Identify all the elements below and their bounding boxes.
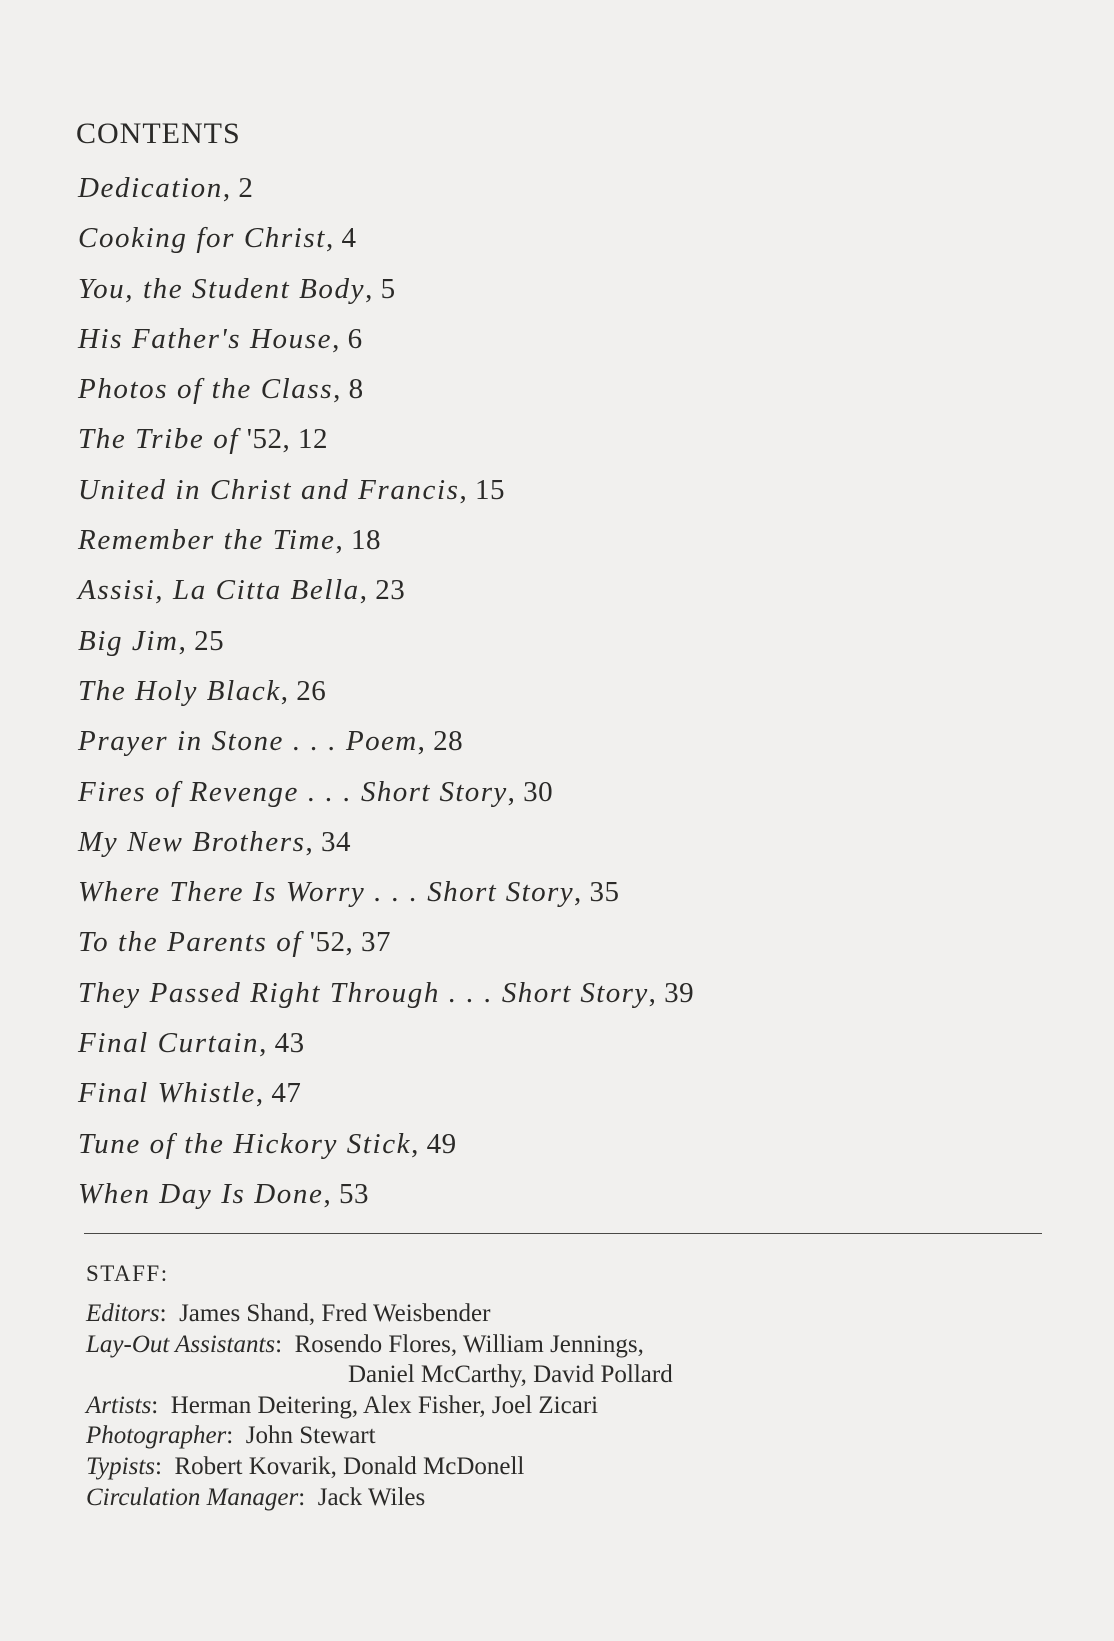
toc-title: To the Parents of <box>78 926 303 959</box>
staff-list <box>86 1299 673 1513</box>
toc-title: Prayer in Stone . . . <box>78 725 346 758</box>
toc-title: Final Whistle <box>78 1077 256 1110</box>
staff-separator: : <box>298 1483 318 1511</box>
toc-page: '52, 12 <box>239 423 328 456</box>
staff-role: Lay-Out Assistants <box>86 1330 276 1358</box>
toc-page: , 6 <box>332 322 363 355</box>
toc-page: , 39 <box>648 976 695 1009</box>
toc-entry <box>78 264 694 314</box>
toc-page: , 35 <box>574 876 620 909</box>
toc-entry <box>78 666 694 716</box>
staff-names: James Shand, Fred Weisbender <box>179 1300 491 1327</box>
toc-page: , 2 <box>222 172 254 204</box>
toc-entry <box>78 767 694 817</box>
toc-entry <box>78 364 694 414</box>
staff-names: Jack Wiles <box>317 1483 426 1511</box>
toc-entry <box>78 213 694 263</box>
toc-entry <box>78 1119 694 1169</box>
toc-entry <box>78 515 694 565</box>
toc-title: Assisi, La Citta Bella <box>78 574 360 607</box>
staff-heading: STAFF: <box>86 1261 169 1286</box>
toc-genre: Short Story <box>427 876 574 909</box>
toc-entry <box>78 616 694 666</box>
toc-title: Cooking for Christ <box>78 222 326 255</box>
toc-entry <box>78 1068 694 1118</box>
toc-genre: Poem <box>345 725 418 758</box>
staff-separator: : <box>159 1300 180 1327</box>
toc-title: They Passed Right Through . . . <box>78 976 502 1009</box>
toc-title: Photos of the Class <box>78 373 334 406</box>
toc-page: , 28 <box>417 725 464 758</box>
toc-page: , 8 <box>333 373 364 406</box>
toc-title: His Father's House <box>78 322 333 355</box>
toc-entry <box>78 1018 694 1068</box>
toc-page: , 43 <box>259 1027 305 1060</box>
toc-page: , 15 <box>459 473 506 506</box>
toc-title: The Holy Black <box>78 674 281 707</box>
toc-title: Fires of Revenge . . . <box>78 775 361 808</box>
staff-names: Herman Deitering, Alex Fisher, Joel Zicari <box>170 1391 599 1419</box>
toc-title: When Day Is Done <box>78 1177 324 1210</box>
toc-entry <box>78 1169 694 1219</box>
toc-page: '52, 37 <box>302 926 392 959</box>
staff-separator: : <box>226 1422 246 1450</box>
toc-entry <box>78 163 694 213</box>
toc-page: , 30 <box>507 775 554 808</box>
divider-rule <box>84 1233 1042 1234</box>
staff-role: Circulation Manager <box>86 1483 299 1511</box>
toc-entry <box>78 867 694 917</box>
toc-entry <box>78 565 694 615</box>
toc-title: Dedication <box>78 172 223 204</box>
staff-names: John Stewart <box>245 1422 376 1450</box>
staff-row <box>86 1483 673 1514</box>
toc-title: Big Jim <box>78 624 179 657</box>
toc-entry <box>78 465 694 515</box>
toc-page: , 5 <box>365 272 396 305</box>
toc-title: Tune of the Hickory Stick <box>78 1127 412 1160</box>
staff-separator: : <box>155 1452 175 1480</box>
toc-title: Final Curtain <box>78 1027 260 1060</box>
toc-page: , 18 <box>335 524 382 557</box>
staff-row <box>86 1452 673 1483</box>
table-of-contents <box>78 163 694 1219</box>
toc-page: , 47 <box>255 1077 302 1110</box>
toc-title: Where There Is Worry . . . <box>78 876 428 909</box>
toc-entry <box>78 414 694 464</box>
staff-separator: : <box>275 1330 295 1358</box>
toc-page: , 26 <box>280 674 327 707</box>
staff-names: Daniel McCarthy, David Pollard <box>348 1361 673 1389</box>
staff-names: Rosendo Flores, William Jennings, <box>294 1330 644 1358</box>
toc-entry <box>78 716 694 766</box>
toc-page: , 49 <box>411 1127 457 1160</box>
toc-entry <box>78 917 694 967</box>
staff-role: Artists <box>86 1391 152 1419</box>
toc-title: The Tribe of <box>78 423 239 456</box>
staff-names: Robert Kovarik, Donald McDonell <box>174 1452 525 1480</box>
toc-page: , 4 <box>325 222 357 255</box>
toc-title: United in Christ and Francis <box>78 473 460 506</box>
staff-row <box>86 1299 673 1330</box>
staff-row <box>86 1391 673 1422</box>
contents-heading: CONTENTS <box>76 117 241 150</box>
toc-page: , 25 <box>178 624 225 657</box>
toc-entry <box>78 817 694 867</box>
staff-row <box>86 1330 673 1361</box>
staff-row <box>86 1421 673 1452</box>
toc-genre: Short Story <box>360 775 508 808</box>
toc-page: , 34 <box>305 825 352 858</box>
toc-entry <box>78 314 694 364</box>
staff-separator: : <box>151 1391 171 1419</box>
staff-role: Typists <box>86 1452 155 1480</box>
toc-title: You, the Student Body <box>78 272 366 305</box>
staff-role: Photographer <box>86 1422 227 1450</box>
staff-role: Editors <box>86 1300 160 1327</box>
toc-genre: Short Story <box>501 976 649 1009</box>
staff-row-continued <box>86 1360 673 1391</box>
toc-title: My New Brothers <box>78 825 306 858</box>
toc-page: , 23 <box>359 574 406 607</box>
toc-title: Remember the Time <box>78 524 336 557</box>
toc-page: , 53 <box>323 1177 369 1210</box>
toc-entry <box>78 968 694 1018</box>
